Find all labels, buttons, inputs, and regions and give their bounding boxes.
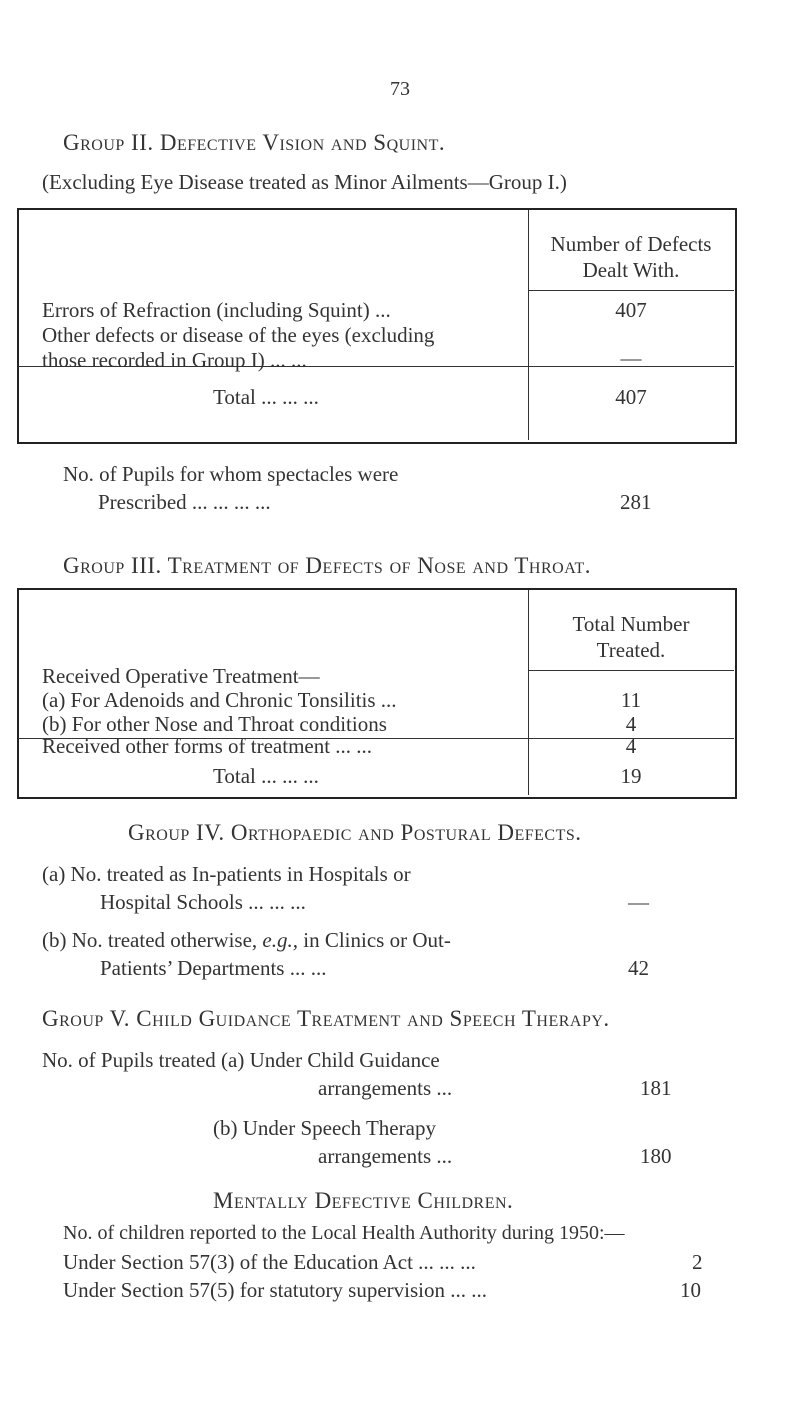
- group4-title: Group IV. Orthopaedic and Postural Defects.: [128, 820, 582, 845]
- group5-line2: arrangements ...: [318, 1076, 453, 1100]
- group4-b-line2: Patients’ Departments ... ...: [100, 956, 327, 980]
- mental-title: Mentally Defective Children.: [213, 1188, 514, 1213]
- group3-row-value: 11: [620, 688, 642, 712]
- group2-row-label: Errors of Refraction (including Squint) ...: [42, 298, 391, 322]
- group4-a-line2: Hospital Schools ... ... ...: [100, 890, 306, 914]
- group5-line3: (b) Under Speech Therapy: [213, 1116, 436, 1140]
- group5-line4: arrangements ...: [318, 1144, 453, 1168]
- group2-col-header-line1: Number of Defects: [550, 232, 712, 256]
- page-number: 73: [390, 78, 410, 100]
- mental-line3: Under Section 57(5) for statutory supervision ... ...: [63, 1278, 488, 1302]
- group3-title: Group III. Treatment of Defects of Nose and Throat.: [63, 553, 592, 578]
- group4-a-value: —: [628, 890, 649, 914]
- mental-line2: Under Section 57(3) of the Education Act ... ... ...: [63, 1250, 476, 1274]
- group4-a-line1: (a) No. treated as In-patients in Hospitals or: [42, 862, 411, 886]
- spectacles-value: 281: [620, 490, 652, 514]
- group3-col-header-line1: Total Number: [572, 612, 690, 636]
- mental-value2: 2: [692, 1250, 703, 1274]
- group4-b-line1-start: (b) No. treated otherwise,: [42, 928, 258, 952]
- group4-b-eg: e.g.,: [262, 928, 298, 952]
- spectacles-label-line2: Prescribed ... ... ... ...: [98, 490, 271, 514]
- group3-total-label: Total ... ... ...: [213, 764, 319, 788]
- group5-a-value: 181: [640, 1076, 672, 1100]
- group3-row-label: Received other forms of treatment ... ...: [42, 734, 373, 758]
- group2-total-label: Total ... ... ...: [213, 385, 319, 409]
- group2-row-label-cont: those recorded in Group I) ... ...: [42, 348, 307, 372]
- group5-line1: No. of Pupils treated (a) Under Child Guidance: [42, 1048, 440, 1072]
- group4-b-line1-rest: in Clinics or Out-: [303, 928, 451, 952]
- group2-subtitle: (Excluding Eye Disease treated as Minor Ailments—Group I.): [42, 170, 567, 194]
- group2-total-value: 407: [615, 385, 647, 409]
- group2-title: Group II. Defective Vision and Squint.: [63, 130, 446, 155]
- group3-row-label: (b) For other Nose and Throat conditions: [42, 712, 387, 736]
- group3-total-value: 19: [620, 764, 642, 788]
- group4-b-value: 42: [628, 956, 649, 980]
- group3-col-header-line2: Treated.: [596, 638, 666, 662]
- group2-row-label: Other defects or disease of the eyes (excluding: [42, 323, 435, 347]
- group3-row-label: Received Operative Treatment—: [42, 664, 320, 688]
- group3-row-value: 4: [625, 712, 637, 736]
- mental-value3: 10: [680, 1278, 701, 1302]
- group5-b-value: 180: [640, 1144, 672, 1168]
- group4-b-line1: [42, 928, 451, 953]
- group2-row-value: —: [620, 346, 642, 370]
- group2-col-header-line2: Dealt With.: [582, 258, 680, 282]
- spectacles-label-line1: No. of Pupils for whom spectacles were: [63, 462, 399, 486]
- mental-line1: No. of children reported to the Local Health Authority during 1950:—: [63, 1222, 625, 1244]
- group2-row-value: 407: [615, 298, 647, 322]
- group3-row-value: 4: [625, 734, 637, 758]
- group5-title: Group V. Child Guidance Treatment and Speech Therapy.: [42, 1006, 610, 1031]
- group3-row-label: (a) For Adenoids and Chronic Tonsilitis ...: [42, 688, 397, 712]
